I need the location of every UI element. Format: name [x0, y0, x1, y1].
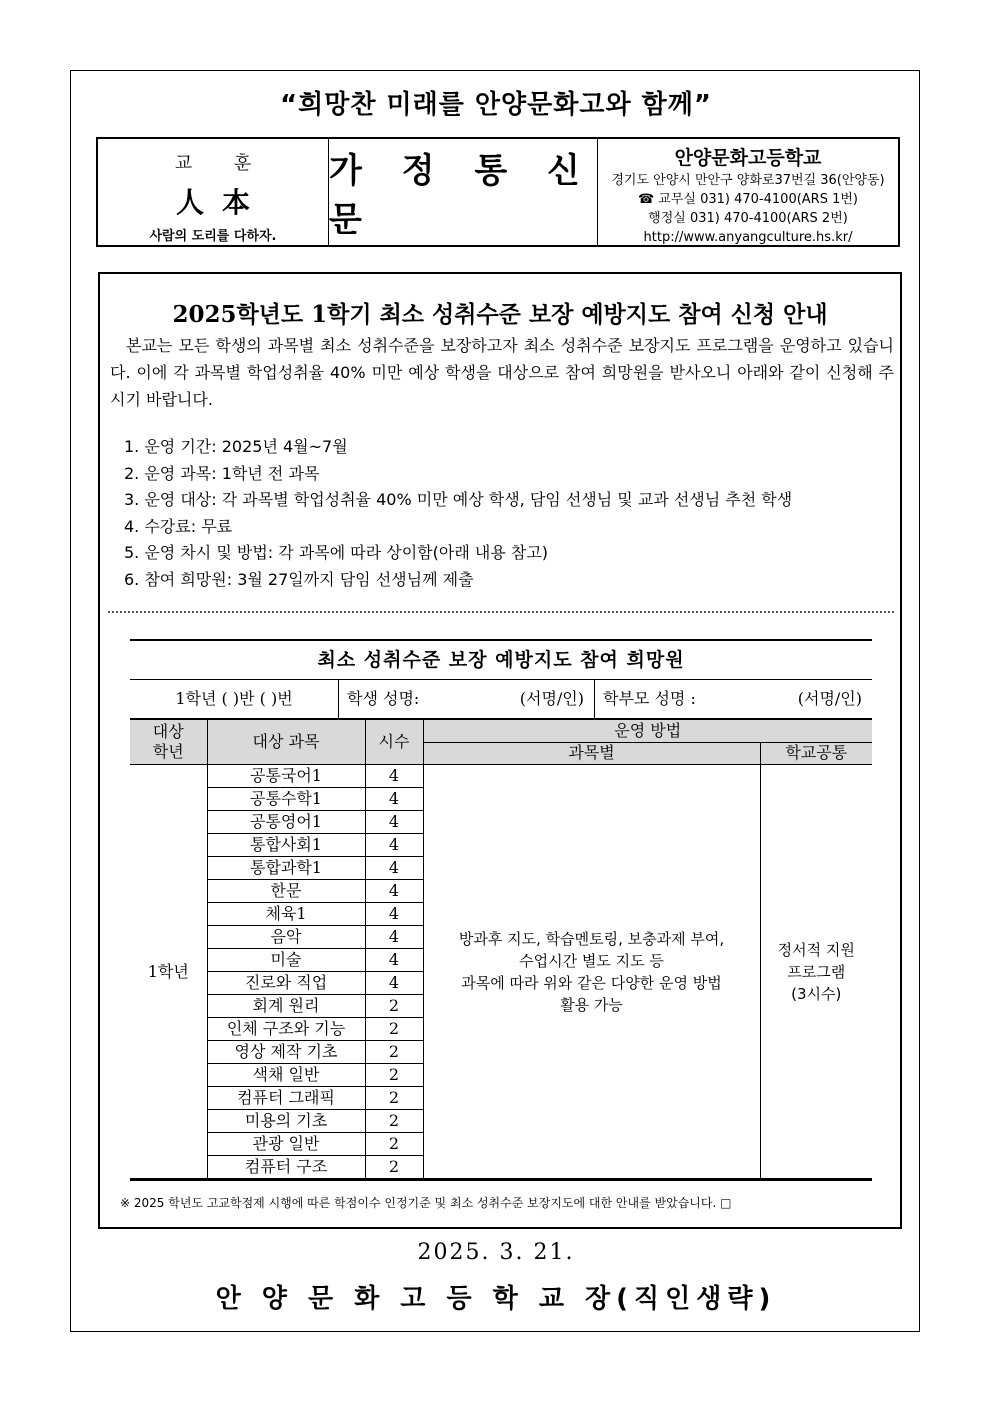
student-name-field[interactable] — [339, 680, 595, 718]
subject-cell: 공통수학1 — [207, 788, 365, 811]
subject-cell: 인체 구조와 기능 — [207, 1018, 365, 1041]
hours-cell: 4 — [365, 765, 423, 788]
subject-cell: 공통국어1 — [207, 765, 365, 788]
class-number-field[interactable]: 1학년 ( )반 ( )번 — [130, 680, 339, 718]
subject-cell: 색채 일반 — [207, 1064, 365, 1087]
header-grade: 대상 학년 — [130, 720, 207, 765]
subject-cell: 진로와 직업 — [207, 972, 365, 995]
subject-cell: 미술 — [207, 949, 365, 972]
hours-cell: 4 — [365, 857, 423, 880]
subject-cell: 회계 원리 — [207, 995, 365, 1018]
hours-cell: 2 — [365, 1110, 423, 1133]
subject-cell: 관광 일반 — [207, 1133, 365, 1156]
subject-cell: 통합과학1 — [207, 857, 365, 880]
school-url[interactable]: http://www.anyangculture.hs.kr/ — [643, 230, 853, 245]
hours-cell: 4 — [365, 880, 423, 903]
hours-cell: 4 — [365, 788, 423, 811]
student-signature: (서명/인) — [519, 689, 584, 708]
subject-cell: 한문 — [207, 880, 365, 903]
motto-description: 사람의 도리를 다하자. — [149, 229, 277, 244]
parent-signature: (서명/인) — [797, 689, 862, 708]
subject-rows — [130, 765, 872, 1179]
hours-cell: 2 — [365, 1087, 423, 1110]
hours-cell: 2 — [365, 1064, 423, 1087]
list-item: 3. 운영 대상: 각 과목별 학업성취율 40% 미만 예상 학생, 담임 선생님 및 교과 선생님 추천 학생 — [124, 490, 793, 509]
method-cell: 방과후 지도, 학습멘토링, 보충과제 부여, 수업시간 별도 지도 등 과목에 따라 위와 같은 다양한 운영 방법 활용 가능 — [423, 765, 760, 1179]
school-info — [598, 139, 898, 245]
hours-cell: 4 — [365, 949, 423, 972]
list-item: 2. 운영 과목: 1학년 전 과목 — [124, 463, 320, 483]
student-name-label: 학생 성명: — [347, 689, 420, 708]
header-hours: 시수 — [365, 720, 423, 765]
school-phone-admin: 행정실 031) 470-4100(ARS 2번) — [648, 211, 848, 226]
subject-cell: 컴퓨터 구조 — [207, 1156, 365, 1179]
header-method: 운영 방법 — [423, 720, 872, 743]
list-item: 4. 수강료: 무료 — [124, 516, 233, 536]
subject-cell: 공통영어1 — [207, 811, 365, 834]
subject-cell: 체육1 — [207, 903, 365, 926]
slogan: “희망찬 미래를 안양문화고와 함께” — [280, 90, 712, 120]
hours-cell: 2 — [365, 1133, 423, 1156]
grade-cell: 1학년 — [130, 765, 207, 1179]
subject-cell: 통합사회1 — [207, 834, 365, 857]
list-item: 1. 운영 기간: 2025년 4월~7월 — [124, 437, 348, 456]
school-address: 경기도 안양시 만안구 양화로37번길 36(안양동) — [611, 173, 885, 188]
hours-cell: 4 — [365, 972, 423, 995]
hours-cell: 2 — [365, 1018, 423, 1041]
hours-cell: 2 — [365, 1041, 423, 1064]
notice-intro: 본교는 모든 학생의 과목별 최소 성취수준을 보장하고자 최소 성취수준 보장지도 프로그램을 운영하고 있습니다. 이에 각 과목별 학업성취율 40% 미만 예상 학생을 대상으로 참여 희망원을 받사오니 아래와 같이 신청해 주시기 바랍니다. — [110, 336, 894, 409]
subject-table — [130, 719, 872, 1179]
school-name: 안양문화고등학교 — [674, 147, 822, 169]
newsletter-title: 가 정 통 신 문 — [329, 139, 598, 245]
hours-cell: 4 — [365, 903, 423, 926]
school-motto — [98, 139, 329, 245]
notice-title: 2025학년도 1학기 최소 성취수준 보장 예방지도 참여 신청 안내 — [172, 301, 828, 328]
notice-items — [124, 434, 792, 593]
parent-name-field[interactable] — [595, 680, 872, 718]
hours-cell: 2 — [365, 1156, 423, 1179]
header-common: 학교공통 — [760, 742, 872, 765]
application-form — [130, 639, 872, 1181]
subject-cell: 영상 제작 기초 — [207, 1041, 365, 1064]
newsletter-header — [96, 137, 900, 247]
subject-cell: 음악 — [207, 926, 365, 949]
list-item: 6. 참여 희망원: 3월 27일까지 담임 선생님께 제출 — [124, 569, 474, 589]
acknowledgement-note: ※ 2025 학년도 고교학점제 시행에 따른 학점이수 인정기준 및 최소 성취수준 보장지도에 대한 안내를 받았습니다. □ — [120, 1196, 732, 1210]
subject-cell: 미용의 기초 — [207, 1110, 365, 1133]
parent-name-label: 학부모 성명 : — [603, 689, 696, 708]
common-program-cell: 정서적 지원 프로그램 (3시수) — [760, 765, 872, 1179]
header-by-subject: 과목별 — [423, 742, 760, 765]
table-row — [130, 765, 872, 788]
principal-signature: 안 양 문 화 고 등 학 교 장(직인생략) — [215, 1284, 777, 1314]
issue-date: 2025. 3. 21. — [417, 1240, 575, 1265]
header-subject: 대상 과목 — [207, 720, 365, 765]
school-phone-office: ☎ 교무실 031) 470-4100(ARS 1번) — [637, 192, 859, 207]
motto-value: 人本 — [175, 186, 268, 219]
hours-cell: 4 — [365, 811, 423, 834]
hours-cell: 4 — [365, 926, 423, 949]
motto-label: 교 훈 — [174, 153, 270, 174]
hours-cell: 2 — [365, 995, 423, 1018]
form-title: 최소 성취수준 보장 예방지도 참여 희망원 — [130, 641, 872, 680]
applicant-row — [130, 680, 872, 719]
notice-body — [98, 272, 902, 1229]
subject-cell: 컴퓨터 그래픽 — [207, 1087, 365, 1110]
hours-cell: 4 — [365, 834, 423, 857]
cut-line — [108, 611, 894, 613]
list-item: 5. 운영 차시 및 방법: 각 과목에 따라 상이함(아래 내용 참고) — [124, 543, 549, 562]
